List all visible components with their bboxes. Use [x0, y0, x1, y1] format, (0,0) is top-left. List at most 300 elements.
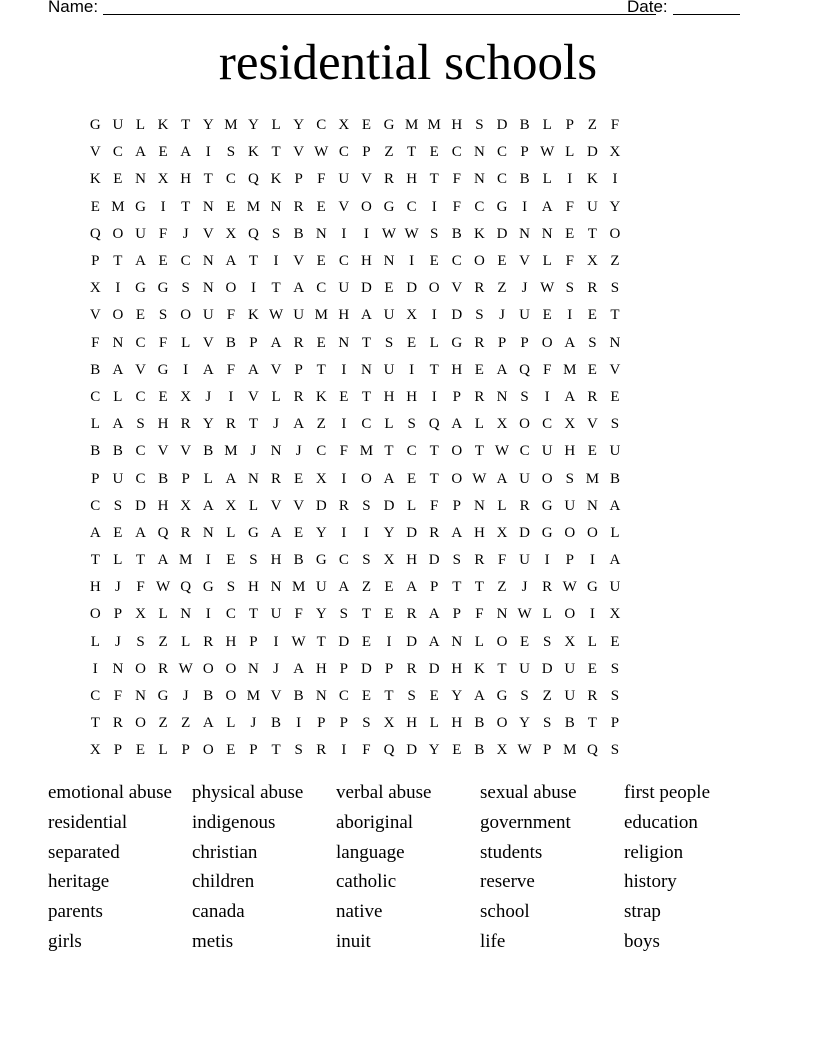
grid-letter: O	[361, 198, 372, 215]
grid-letter: E	[587, 660, 597, 677]
grid-letter: A	[180, 144, 192, 161]
grid-letter: V	[361, 171, 372, 188]
grid-row	[84, 330, 626, 357]
grid-letter: P	[181, 742, 190, 759]
grid-letter: D	[406, 280, 418, 297]
grid-letter: I	[341, 416, 347, 433]
grid-letter: T	[113, 253, 123, 270]
grid-row	[84, 683, 626, 710]
grid-letter: Z	[158, 633, 168, 650]
grid-letter: S	[407, 416, 416, 433]
grid-letter: R	[429, 524, 440, 541]
grid-letter: E	[361, 688, 371, 705]
grid-letter: B	[90, 361, 101, 378]
grid-letter: H	[406, 715, 418, 732]
grid-letter: W	[178, 660, 193, 677]
grid-letter: F	[136, 579, 145, 596]
grid-letter: T	[361, 606, 371, 623]
grid-letter: S	[610, 742, 620, 759]
grid-letter: A	[496, 361, 508, 378]
grid-letter: S	[565, 470, 574, 487]
grid-letter: B	[474, 715, 485, 732]
grid-letter: Y	[315, 606, 327, 623]
grid-letter: N	[202, 198, 214, 215]
grid-letter: Q	[248, 171, 259, 188]
grid-letter: L	[248, 497, 259, 514]
grid-letter: H	[180, 171, 192, 188]
grid-letter: K	[248, 307, 259, 324]
word-list-item: native	[336, 901, 383, 923]
grid-letter: B	[203, 688, 214, 705]
grid-letter: R	[384, 171, 395, 188]
grid-letter: V	[519, 253, 530, 270]
grid-row	[84, 384, 626, 411]
name-label: Name:	[48, 0, 99, 16]
grid-letter: E	[587, 307, 597, 324]
grid-letter: A	[428, 633, 440, 650]
grid-letter: I	[363, 225, 369, 242]
grid-letter: P	[543, 742, 552, 759]
grid-letter: A	[135, 144, 146, 161]
grid-letter: U	[586, 198, 598, 215]
word-list-item: canada	[192, 901, 245, 923]
grid-letter: J	[521, 280, 528, 297]
grid-letter: P	[565, 117, 574, 134]
grid-letter: I	[409, 253, 415, 270]
grid-letter: T	[452, 579, 462, 596]
grid-letter: L	[429, 715, 439, 732]
grid-letter: R	[587, 280, 598, 297]
grid-letter: O	[112, 225, 124, 242]
grid-letter: N	[541, 225, 553, 242]
grid-letter: E	[226, 742, 236, 759]
grid-row	[84, 139, 626, 166]
grid-letter: V	[89, 144, 101, 161]
grid-letter: X	[180, 497, 192, 514]
grid-letter: H	[248, 579, 259, 596]
grid-letter: B	[451, 225, 462, 242]
grid-letter: R	[474, 388, 485, 405]
grid-letter: E	[339, 388, 349, 405]
grid-letter: Z	[316, 416, 326, 433]
grid-letter: I	[115, 280, 121, 297]
grid-letter: P	[249, 334, 258, 351]
grid-letter: A	[451, 416, 463, 433]
grid-letter: Q	[89, 225, 101, 242]
grid-letter: A	[270, 334, 282, 351]
grid-letter: R	[316, 742, 327, 759]
grid-letter: T	[181, 117, 191, 134]
grid-letter: A	[564, 334, 576, 351]
grid-letter: F	[226, 361, 236, 378]
grid-letter: I	[544, 388, 550, 405]
grid-letter: M	[427, 117, 441, 134]
grid-row	[84, 629, 626, 656]
grid-row	[84, 520, 626, 547]
grid-letter: Z	[181, 715, 191, 732]
grid-letter: E	[407, 470, 417, 487]
grid-letter: G	[496, 198, 508, 215]
grid-letter: A	[338, 579, 350, 596]
word-list-item: school	[480, 901, 530, 923]
grid-letter: H	[564, 443, 576, 460]
grid-letter: F	[430, 497, 439, 514]
grid-letter: P	[91, 253, 100, 270]
grid-letter: V	[293, 497, 305, 514]
grid-letter: N	[473, 171, 485, 188]
grid-letter: R	[158, 660, 169, 677]
grid-letter: A	[293, 660, 305, 677]
word-list-item: students	[480, 841, 543, 863]
grid-letter: U	[112, 117, 124, 134]
grid-letter: U	[519, 307, 530, 324]
grid-letter: N	[270, 443, 282, 460]
grid-letter: H	[361, 253, 372, 270]
grid-letter: X	[315, 470, 327, 487]
grid-letter: L	[90, 633, 100, 650]
grid-letter: O	[451, 470, 463, 487]
grid-letter: S	[588, 334, 597, 351]
grid-letter: U	[564, 660, 576, 677]
grid-letter: L	[203, 470, 213, 487]
grid-letter: B	[90, 443, 101, 460]
grid-letter: M	[314, 307, 328, 324]
grid-letter: R	[271, 470, 282, 487]
grid-letter: N	[135, 688, 146, 705]
grid-letter: B	[519, 117, 530, 134]
grid-letter: B	[293, 225, 304, 242]
grid-letter: K	[473, 225, 485, 242]
grid-letter: N	[383, 253, 395, 270]
word-list-item: girls	[48, 930, 82, 952]
grid-letter: J	[250, 443, 257, 460]
grid-letter: S	[543, 633, 552, 650]
grid-letter: U	[135, 225, 146, 242]
grid-letter: L	[497, 497, 507, 514]
grid-letter: Y	[293, 117, 305, 134]
grid-letter: W	[540, 280, 555, 297]
grid-letter: C	[225, 171, 236, 188]
grid-letter: K	[315, 388, 327, 405]
grid-letter: T	[587, 225, 597, 242]
grid-letter: Y	[451, 688, 463, 705]
grid-letter: M	[224, 117, 238, 134]
grid-letter: L	[587, 633, 597, 650]
grid-letter: K	[248, 144, 259, 161]
grid-letter: P	[113, 606, 123, 623]
grid-letter: P	[452, 606, 461, 623]
grid-letter: B	[293, 552, 304, 569]
grid-letter: C	[316, 117, 327, 134]
grid-letter: L	[113, 552, 123, 569]
grid-letter: E	[113, 524, 123, 541]
grid-letter: S	[339, 606, 348, 623]
grid-letter: I	[341, 524, 347, 541]
grid-letter: X	[89, 280, 101, 297]
grid-letter: F	[610, 117, 620, 134]
grid-letter: D	[406, 742, 418, 759]
grid-letter: K	[586, 171, 598, 188]
grid-letter: A	[406, 579, 418, 596]
grid-letter: D	[451, 307, 463, 324]
grid-letter: S	[136, 633, 145, 650]
grid-letter: T	[429, 171, 439, 188]
grid-letter: S	[249, 552, 258, 569]
grid-letter: X	[564, 416, 576, 433]
grid-letter: W	[268, 307, 284, 324]
grid-letter: O	[496, 633, 508, 650]
grid-letter: B	[158, 470, 169, 487]
grid-letter: G	[248, 524, 259, 541]
grid-letter: I	[431, 307, 437, 324]
grid-letter: O	[496, 715, 508, 732]
grid-letter: E	[316, 198, 326, 215]
grid-letter: J	[295, 443, 302, 460]
grid-letter: B	[203, 443, 214, 460]
grid-row	[84, 493, 626, 520]
grid-letter: T	[384, 688, 394, 705]
grid-letter: N	[519, 225, 530, 242]
grid-letter: P	[91, 470, 100, 487]
grid-letter: P	[317, 715, 326, 732]
grid-letter: F	[565, 253, 574, 270]
grid-letter: O	[361, 470, 372, 487]
grid-letter: E	[610, 633, 620, 650]
grid-letter: T	[90, 715, 100, 732]
grid-letter: U	[383, 307, 395, 324]
grid-letter: D	[361, 280, 372, 297]
grid-letter: A	[112, 416, 124, 433]
grid-letter: E	[294, 470, 304, 487]
page-title: residential schools	[218, 35, 598, 91]
grid-letter: N	[586, 497, 598, 514]
grid-letter: Z	[497, 579, 507, 596]
grid-letter: D	[541, 660, 553, 677]
grid-letter: D	[383, 497, 395, 514]
grid-letter: U	[338, 171, 350, 188]
grid-letter: S	[294, 742, 303, 759]
grid-letter: X	[135, 606, 146, 623]
grid-letter: U	[519, 552, 530, 569]
grid-letter: W	[155, 579, 171, 596]
grid-letter: E	[158, 253, 168, 270]
grid-letter: C	[316, 280, 327, 297]
grid-letter: A	[451, 524, 463, 541]
grid-letter: U	[609, 443, 621, 460]
grid-letter: T	[429, 361, 439, 378]
grid-letter: A	[248, 361, 259, 378]
grid-letter: Q	[157, 524, 169, 541]
grid-letter: X	[496, 524, 508, 541]
grid-letter: D	[406, 633, 418, 650]
grid-letter: F	[362, 742, 371, 759]
grid-letter: O	[89, 606, 101, 623]
grid-letter: P	[384, 660, 394, 677]
grid-letter: I	[205, 552, 211, 569]
grid-letter: S	[610, 660, 620, 677]
grid-letter: P	[520, 334, 529, 351]
grid-letter: S	[113, 497, 123, 514]
grid-letter: P	[339, 660, 348, 677]
grid-letter: I	[228, 388, 234, 405]
grid-row	[84, 221, 626, 248]
grid-letter: Y	[248, 117, 259, 134]
grid-letter: Z	[587, 117, 597, 134]
grid-letter: S	[136, 416, 145, 433]
grid-letter: L	[565, 144, 575, 161]
grid-letter: C	[406, 198, 417, 215]
grid-letter: S	[430, 225, 439, 242]
grid-row	[84, 601, 626, 628]
grid-letter: X	[225, 225, 237, 242]
grid-letter: O	[225, 688, 237, 705]
grid-letter: E	[587, 361, 597, 378]
grid-letter: A	[361, 307, 372, 324]
grid-letter: R	[519, 497, 530, 514]
word-list-item: emotional abuse	[48, 782, 172, 803]
grid-letter: T	[135, 552, 146, 569]
grid-letter: C	[180, 253, 191, 270]
grid-letter: I	[567, 171, 573, 188]
grid-letter: S	[181, 280, 190, 297]
grid-letter: L	[271, 117, 281, 134]
grid-letter: M	[563, 742, 577, 759]
grid-letter: F	[565, 198, 574, 215]
grid-letter: H	[157, 497, 169, 514]
grid-letter: N	[202, 280, 214, 297]
grid-letter: J	[182, 225, 189, 242]
grid-letter: R	[474, 280, 485, 297]
grid-letter: S	[407, 688, 416, 705]
grid-letter: E	[429, 253, 439, 270]
name-blank-line	[103, 0, 656, 15]
grid-letter: V	[270, 361, 282, 378]
grid-letter: D	[361, 660, 372, 677]
grid-letter: R	[180, 416, 191, 433]
grid-letter: F	[158, 334, 168, 351]
grid-letter: V	[270, 688, 282, 705]
grid-letter: Z	[497, 280, 507, 297]
grid-row	[84, 302, 626, 329]
grid-letter: S	[610, 416, 620, 433]
word-list-item: history	[624, 871, 677, 893]
grid-letter: V	[270, 497, 282, 514]
grid-letter: G	[496, 688, 508, 705]
grid-letter: J	[182, 688, 189, 705]
grid-letter: B	[609, 470, 620, 487]
grid-letter: C	[90, 388, 101, 405]
grid-letter: E	[226, 552, 236, 569]
grid-letter: J	[521, 579, 528, 596]
grid-letter: I	[183, 361, 189, 378]
grid-letter: U	[519, 470, 530, 487]
grid-letter: R	[112, 715, 123, 732]
grid-letter: A	[135, 524, 146, 541]
grid-letter: O	[112, 307, 124, 324]
word-list-item: children	[192, 871, 255, 893]
grid-letter: O	[564, 606, 576, 623]
grid-letter: X	[383, 715, 395, 732]
grid-letter: O	[609, 225, 621, 242]
grid-letter: I	[92, 660, 98, 677]
grid-letter: C	[316, 443, 327, 460]
grid-letter: M	[179, 552, 193, 569]
grid-letter: I	[363, 524, 369, 541]
grid-letter: L	[384, 416, 394, 433]
grid-letter: J	[114, 633, 121, 650]
grid-letter: E	[587, 443, 597, 460]
grid-letter: C	[406, 443, 417, 460]
grid-letter: H	[225, 633, 237, 650]
grid-letter: E	[384, 280, 394, 297]
grid-letter: V	[89, 307, 101, 324]
grid-letter: H	[451, 715, 463, 732]
grid-letter: N	[202, 253, 214, 270]
grid-letter: G	[383, 198, 395, 215]
grid-letter: C	[361, 416, 372, 433]
grid-letter: P	[249, 633, 258, 650]
grid-letter: A	[541, 198, 553, 215]
grid-letter: A	[202, 715, 214, 732]
grid-letter: L	[158, 742, 168, 759]
grid-letter: I	[386, 633, 392, 650]
grid-letter: Y	[315, 524, 327, 541]
grid-letter: I	[431, 388, 437, 405]
grid-letter: I	[296, 715, 302, 732]
grid-letter: E	[226, 198, 236, 215]
grid-letter: E	[429, 144, 439, 161]
grid-letter: B	[519, 171, 530, 188]
grid-letter: Q	[180, 579, 192, 596]
grid-letter: O	[541, 334, 553, 351]
grid-letter: I	[341, 470, 347, 487]
grid-letter: U	[338, 280, 350, 297]
grid-letter: O	[135, 660, 146, 677]
word-list-item: parents	[48, 901, 103, 923]
word-list	[48, 778, 768, 957]
grid-letter: J	[205, 388, 212, 405]
grid-letter: Z	[610, 253, 620, 270]
grid-letter: W	[540, 144, 555, 161]
grid-letter: T	[429, 443, 439, 460]
word-list-item: first people	[624, 782, 711, 803]
grid-letter: T	[248, 606, 259, 623]
grid-letter: F	[497, 552, 507, 569]
grid-letter: D	[519, 524, 530, 541]
grid-letter: Y	[383, 524, 395, 541]
grid-letter: P	[565, 552, 574, 569]
grid-letter: E	[294, 524, 304, 541]
grid-letter: O	[586, 524, 598, 541]
grid-letter: V	[293, 144, 305, 161]
grid-letter: G	[586, 579, 598, 596]
grid-row	[84, 357, 626, 384]
grid-row	[84, 275, 626, 302]
grid-letter: G	[315, 552, 327, 569]
grid-letter: S	[475, 117, 484, 134]
grid-letter: L	[474, 416, 484, 433]
grid-letter: P	[452, 497, 461, 514]
grid-letter: T	[181, 198, 191, 215]
grid-letter: O	[180, 307, 192, 324]
grid-letter: M	[111, 198, 125, 215]
grid-letter: T	[407, 144, 417, 161]
grid-letter: Z	[384, 144, 394, 161]
grid-letter: L	[429, 334, 439, 351]
grid-letter: M	[246, 688, 261, 705]
grid-row	[84, 411, 626, 438]
grid-letter: G	[541, 497, 553, 514]
